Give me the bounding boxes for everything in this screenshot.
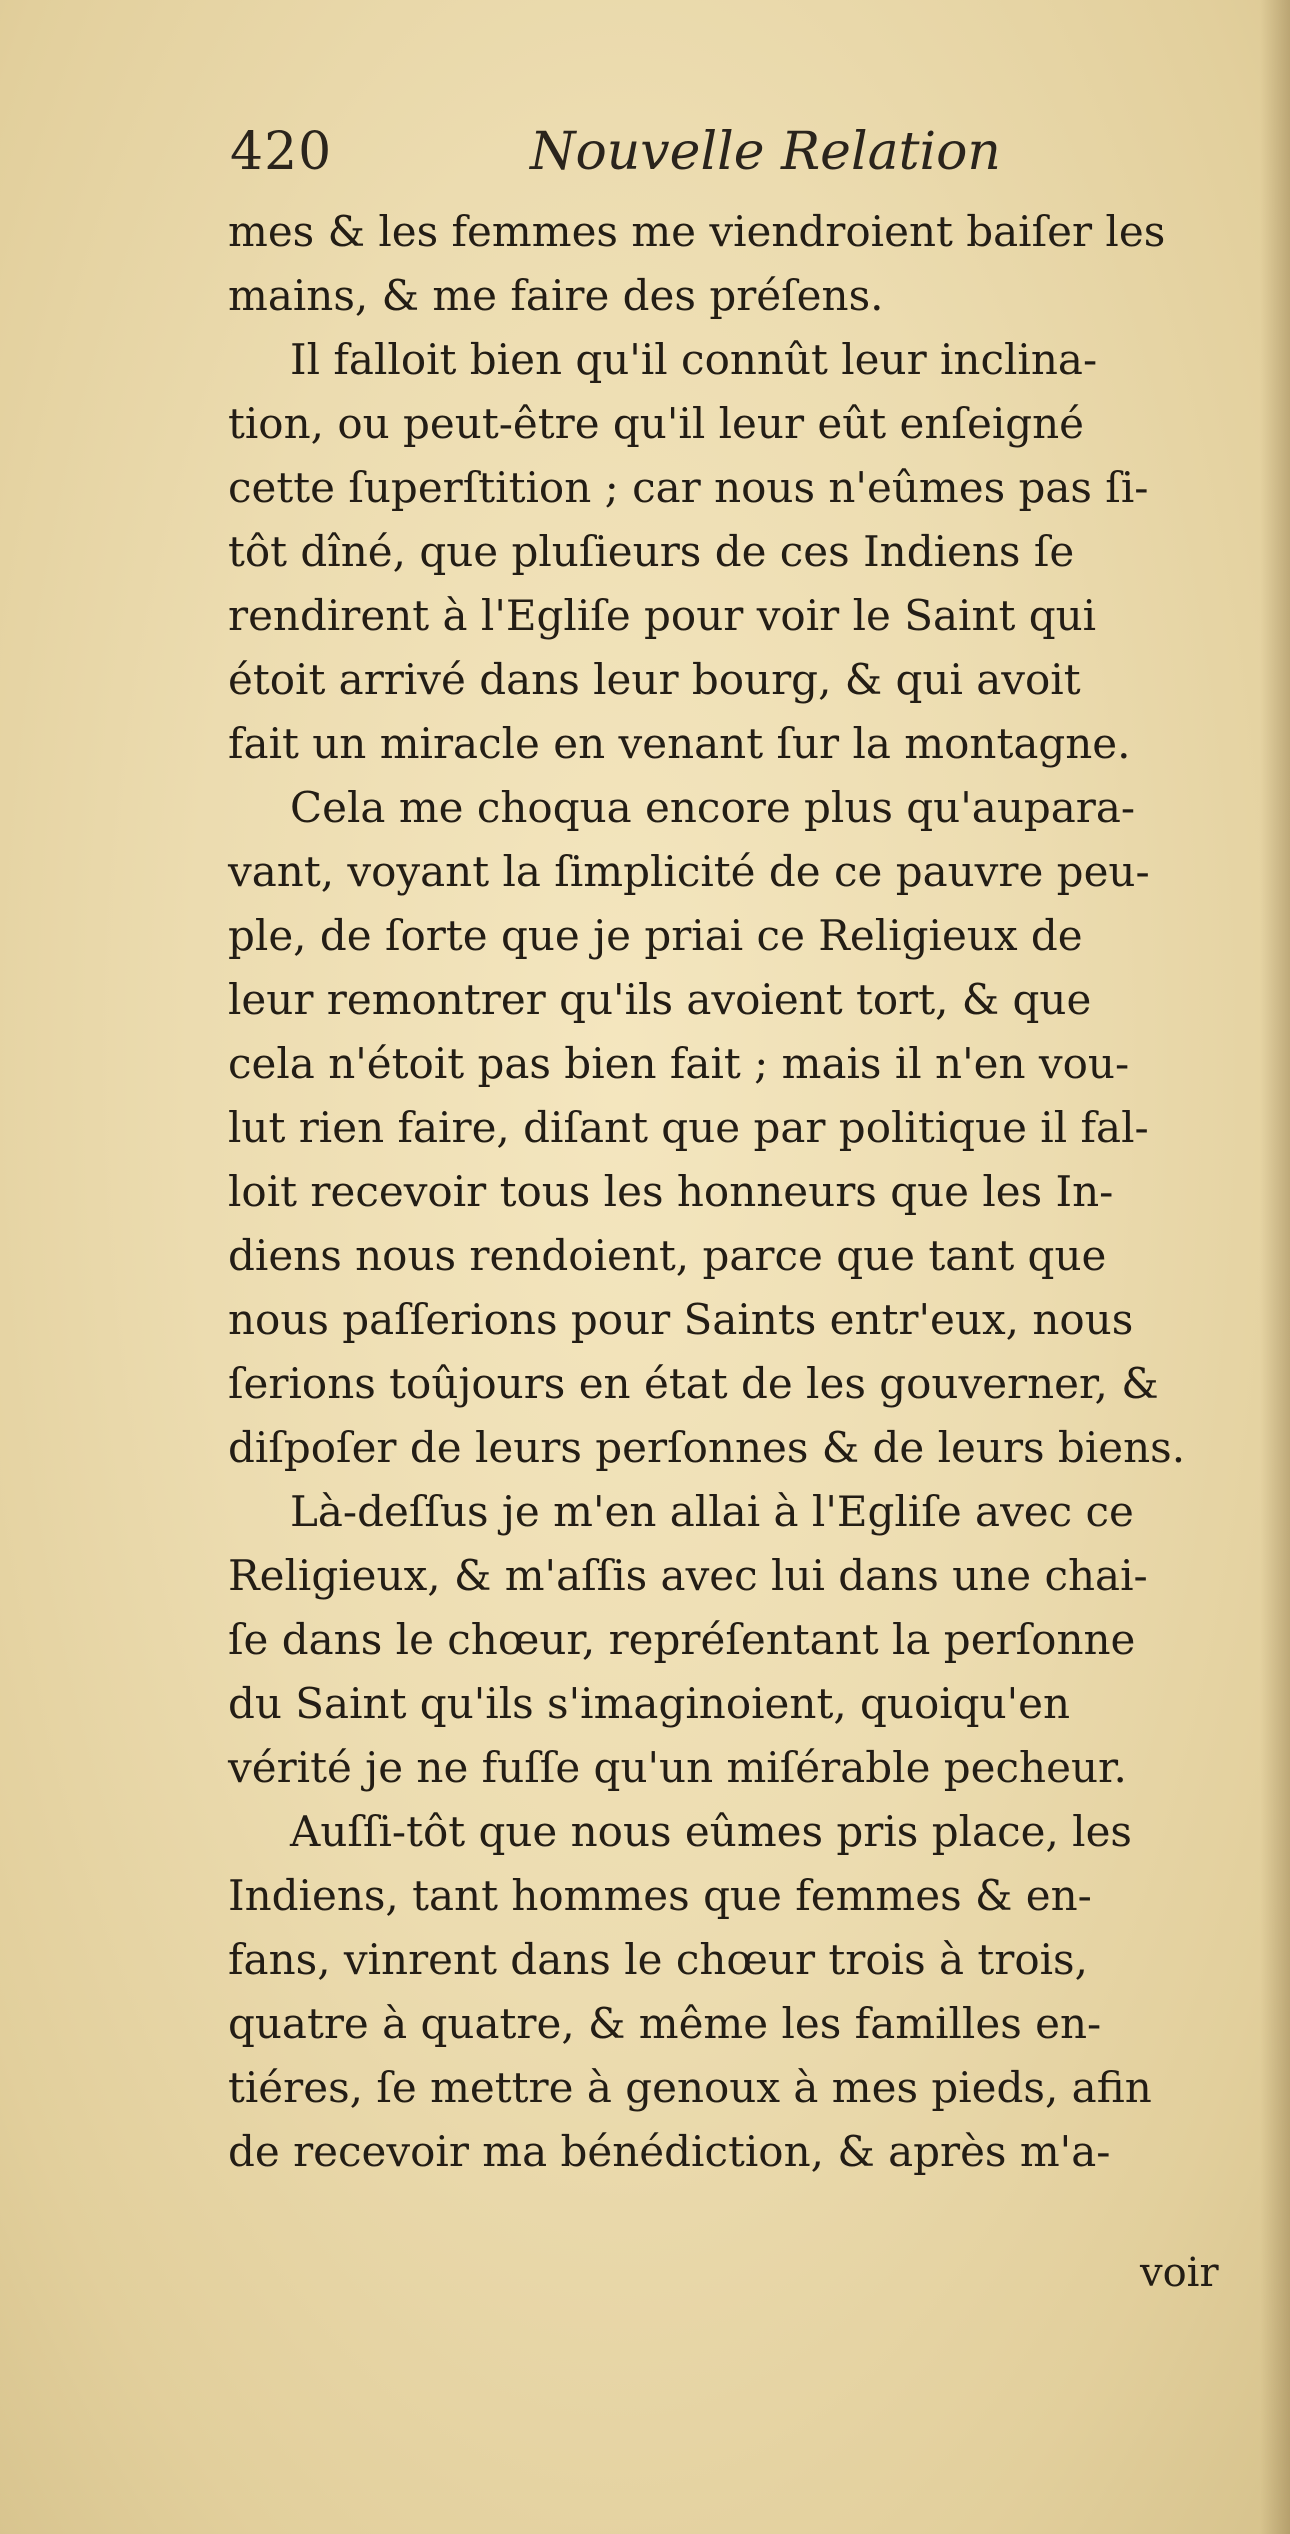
text-line: diſpoſer de leurs perſonnes & de leurs biens.	[228, 1423, 1186, 1472]
text-line: rendirent à l'Egliſe pour voir le Saint qui	[228, 591, 1097, 640]
text-line: Cela me choqua encore plus qu'aupara-	[290, 783, 1136, 832]
text-line: fans, vinrent dans le chœur trois à trois,	[228, 1935, 1088, 1984]
text-line: Religieux, & m'aſſis avec lui dans une chai-	[228, 1551, 1148, 1600]
body-text	[228, 200, 1186, 2184]
text-line: loit recevoir tous les honneurs que les In-	[228, 1167, 1114, 1216]
text-line: tôt dîné, que pluſieurs de ces Indiens ſe	[228, 527, 1075, 576]
text-line: Indiens, tant hommes que femmes & en-	[228, 1871, 1092, 1920]
text-line: ſe dans le chœur, repréſentant la perſonne	[228, 1615, 1136, 1664]
catchword: voir	[1140, 2250, 1219, 2296]
text-line: lut rien faire, diſant que par politique il fal-	[228, 1103, 1149, 1152]
text-line: vant, voyant la ſimplicité de ce pauvre peu-	[228, 847, 1150, 896]
text-line: quatre à quatre, & même les familles en-	[228, 1999, 1102, 2048]
text-line: étoit arrivé dans leur bourg, & qui avoit	[228, 655, 1081, 704]
text-line: ple, de ſorte que je priai ce Religieux de	[228, 911, 1083, 960]
running-title: Nouvelle Relation	[530, 122, 1001, 182]
text-line: fait un miracle en venant ſur la montagne.	[228, 719, 1131, 768]
page-header	[230, 122, 1050, 192]
text-line: diens nous rendoient, parce que tant que	[228, 1231, 1107, 1280]
text-line: mains, & me faire des préſens.	[228, 271, 884, 320]
text-line: tiéres, ſe mettre à genoux à mes pieds, afin	[228, 2063, 1152, 2112]
text-line: Là-deſſus je m'en allai à l'Egliſe avec ce	[290, 1487, 1134, 1536]
text-line: du Saint qu'ils s'imaginoient, quoiqu'en	[228, 1679, 1071, 1728]
text-line: Il falloit bien qu'il connût leur inclina-	[290, 335, 1098, 384]
text-line: leur remontrer qu'ils avoient tort, & que	[228, 975, 1092, 1024]
text-line: vérité je ne fuſſe qu'un miſérable pecheur.	[228, 1743, 1127, 1792]
text-line: cette ſuperſtition ; car nous n'eûmes pas ſi-	[228, 463, 1149, 512]
text-line: Auſſi-tôt que nous eûmes pris place, les	[290, 1807, 1132, 1856]
page-edge-shadow	[1260, 0, 1290, 2534]
text-line: ſerions toûjours en état de les gouverner, &	[228, 1359, 1159, 1408]
text-line: mes & les femmes me viendroient baiſer les	[228, 207, 1166, 256]
text-line: cela n'étoit pas bien fait ; mais il n'en vou-	[228, 1039, 1130, 1088]
text-line: de recevoir ma bénédiction, & après m'a-	[228, 2127, 1111, 2176]
text-line: tion, ou peut-être qu'il leur eût enſeigné	[228, 399, 1085, 448]
text-line: nous paſſerions pour Saints entr'eux, nous	[228, 1295, 1134, 1344]
page-number: 420	[230, 122, 333, 182]
